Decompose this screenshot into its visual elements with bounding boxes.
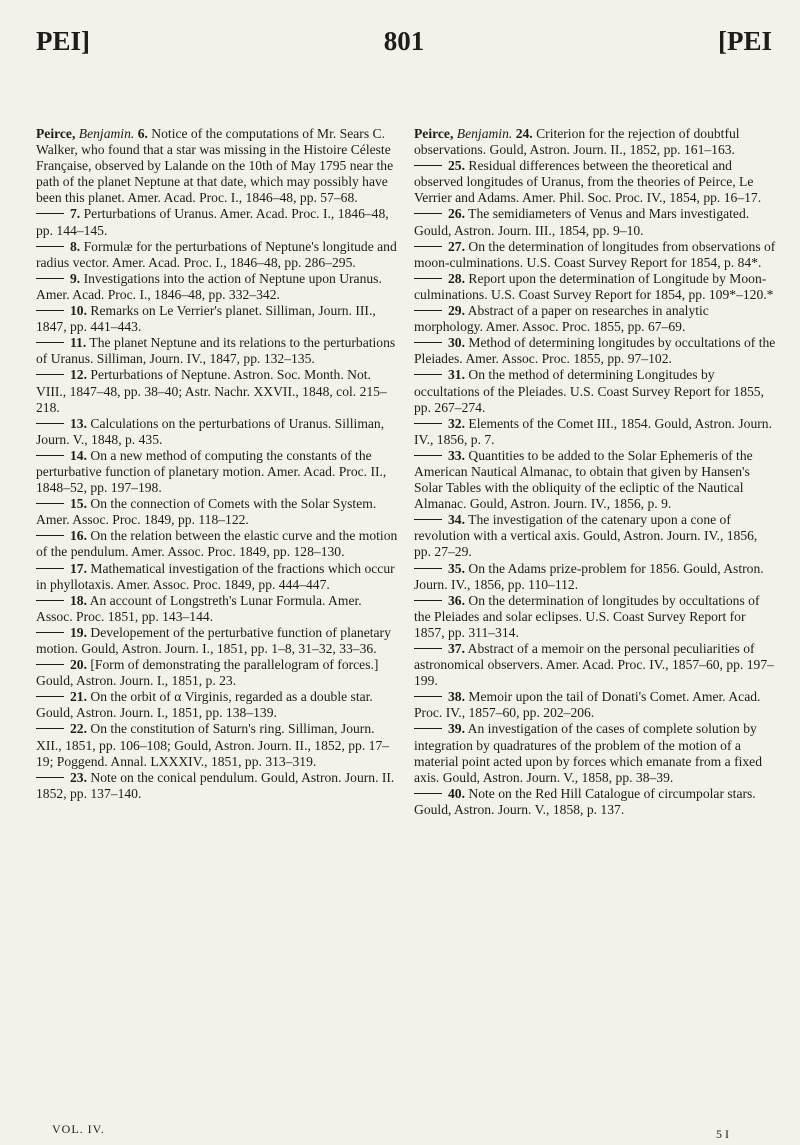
entry-text: Elements of the Comet III., 1854. Gould, Astron. Journ. IV., 1856, p. 7. (414, 415, 772, 447)
bibliography-entry (36, 126, 398, 206)
signature-mark: 5 I (716, 1127, 729, 1141)
entry-number: 7. (70, 206, 81, 222)
entry-text: An investigation of the cases of complete solution by integration by quadratures of the problem of the motion of a material point acted upon by forces which emanate from a fixed axis. Gould, Astron. Journ. V., 1858, pp. 38–39. (414, 721, 763, 785)
bibliography-entry (414, 367, 776, 415)
entry-text: On the orbit of α Virginis, regarded as a double star. Gould, Astron. Journ. I., 1851, pp. 138–139. (36, 689, 373, 721)
entry-number: 37. (448, 641, 465, 656)
bibliography-entry (414, 303, 776, 335)
ditto-dash (36, 278, 64, 279)
header-right: [PEI (718, 26, 772, 56)
bibliography-entry (36, 448, 398, 496)
entry-text: Perturbations of Neptune. Astron. Soc. Month. Not. VIII., 1847–48, pp. 38–40; Astr. Nachr. XXVII., 1848, col. 215–218. (36, 367, 387, 415)
ditto-dash (414, 568, 442, 569)
entry-number: 39. (448, 721, 465, 737)
ditto-dash (36, 503, 64, 504)
bibliography-entry (414, 721, 776, 785)
entry-text: Formulæ for the perturbations of Neptune's longitude and radius vector. Amer. Acad. Proc. I., 1846–48, pp. 286–295. (36, 238, 397, 270)
entry-number: 17. (70, 560, 87, 576)
ditto-dash (36, 632, 64, 633)
ditto-dash (36, 423, 64, 424)
entry-text: Memoir upon the tail of Donati's Comet. Amer. Acad. Proc. IV., 1857–60, pp. 202–206. (414, 689, 761, 721)
right-column (414, 126, 776, 818)
entry-number: 23. (70, 769, 87, 785)
ditto-dash (36, 535, 64, 536)
ditto-dash (36, 600, 64, 601)
entry-number: 26. (448, 206, 465, 222)
entry-text: Abstract of a memoir on the personal peculiarities of astronomical observers. Amer. Acad. Proc. IV., 1857–60, pp. 197–199. (414, 641, 774, 689)
entry-number: 13. (70, 415, 87, 431)
ditto-dash (36, 342, 64, 343)
entry-number: 33. (448, 447, 465, 463)
entry-number: 20. (70, 657, 87, 673)
entry-number: 11. (70, 335, 87, 351)
page-number: 801 (383, 26, 425, 56)
entry-text: On the Adams prize-problem for 1856. Gould, Astron. Journ. IV., 1856, pp. 110–112. (414, 560, 764, 592)
bibliography-entry (414, 786, 776, 818)
entry-number: 27. (448, 238, 465, 254)
entry-text: An account of Longstreth's Lunar Formula. Amer. Assoc. Proc. 1851, pp. 143–144. (36, 592, 362, 624)
entry-number: 25. (448, 158, 465, 174)
bibliography-entry (414, 561, 776, 593)
entry-text: Quantities to be added to the Solar Ephemeris of the American Nautical Almanac, to obtain that given by Hansen's Solar Tables with the obliquity of the ecliptic of the Nautical Almanac. Gould, Astron. Journ. IV., 1856, p. 9. (414, 447, 753, 512)
entry-text: The planet Neptune and its relations to the perturbations of Uranus. Silliman, Journ. IV., 1847, pp. 132–135. (36, 335, 396, 367)
entry-text: Remarks on Le Verrier's planet. Silliman, Journ. III., 1847, pp. 441–443. (36, 303, 376, 335)
bibliography-entry (414, 239, 776, 271)
author-given-name: Benjamin. (78, 126, 135, 141)
entry-text: Residual differences between the theoretical and observed longitudes of Uranus, from the theories of Peirce, Le Verrier and Adams. Amer. Phil. Soc. Proc. IV., 1854, pp. 16–17. (414, 158, 762, 206)
entry-text: On the method of determining Longitudes by occultations of the Pleiades. U.S. Coast Survey Report for 1855, pp. 267–274. (414, 367, 764, 415)
bibliography-entry (36, 770, 398, 802)
bibliography-entry (414, 641, 776, 689)
entry-number: 16. (70, 528, 87, 544)
entry-number: 22. (70, 721, 87, 737)
entry-text: Report upon the determination of Longitude by Moon-culminations. U.S. Coast Survey Report for 1854, pp. 109*–120.* (414, 270, 774, 302)
bibliography-entry (36, 271, 398, 303)
entry-number: 36. (448, 592, 465, 608)
ditto-dash (36, 374, 64, 375)
ditto-dash (414, 600, 442, 601)
entry-text: Abstract of a paper on researches in analytic morphology. Amer. Assoc. Proc. 1855, pp. 67–69. (414, 303, 709, 335)
entry-number: 35. (448, 560, 465, 576)
bibliography-entry (36, 206, 398, 238)
ditto-dash (36, 246, 64, 247)
entry-number: 28. (448, 270, 465, 286)
bibliography-entry (414, 512, 776, 560)
bibliography-entry (36, 528, 398, 560)
ditto-dash (414, 728, 442, 729)
entry-text: Note on the Red Hill Catalogue of circumpolar stars. Gould, Astron. Journ. V., 1858, p. 137. (414, 785, 756, 817)
entry-number: 32. (448, 415, 465, 431)
entry-text: On the constitution of Saturn's ring. Silliman, Journ. XII., 1851, pp. 106–108; Gould, Astron. Journ. II., 1852, pp. 17–19; Poggend. Annal. LXXXIV., 1851, pp. 313–319. (36, 721, 390, 769)
entry-text: On the determination of longitudes from observations of moon-culminations. U.S. Coast Survey Report for 1854, p. 84*. (414, 238, 776, 270)
author-surname: Peirce, (36, 126, 76, 141)
author-given-name: Benjamin. (456, 126, 513, 141)
entry-number: 24. (515, 126, 533, 141)
entry-text: On the connection of Comets with the Solar System. Amer. Assoc. Proc. 1849, pp. 118–122. (36, 496, 377, 528)
ditto-dash (36, 777, 64, 778)
entry-number: 10. (70, 303, 87, 319)
bibliography-entry (36, 367, 398, 415)
bibliography-entry (36, 657, 398, 689)
bibliography-entry (36, 625, 398, 657)
bibliography-entry (36, 496, 398, 528)
entry-text: Investigations into the action of Neptune upon Uranus. Amer. Acad. Proc. I., 1846–48, pp. 332–342. (36, 270, 382, 302)
ditto-dash (414, 374, 442, 375)
bibliography-entry (414, 126, 776, 158)
header-left: PEI] (36, 26, 90, 56)
entry-number: 34. (448, 512, 465, 528)
ditto-dash (36, 310, 64, 311)
entry-number: 15. (70, 496, 87, 512)
bibliography-entry (36, 689, 398, 721)
ditto-dash (414, 342, 442, 343)
entry-number: 40. (448, 785, 465, 801)
bibliography-entry (414, 689, 776, 721)
entry-text: On the determination of longitudes by occultations of the Pleiades and solar eclipses. U.S. Coast Survey Report for 1857, pp. 311–314. (414, 592, 760, 640)
ditto-dash (414, 213, 442, 214)
entry-text: Developement of the perturbative function of planetary motion. Gould, Astron. Journ. I., 1851, pp. 1–8, 31–32, 33–36. (36, 624, 391, 656)
ditto-dash (414, 310, 442, 311)
ditto-dash (414, 696, 442, 697)
left-column (36, 126, 398, 802)
entry-text: Criterion for the rejection of doubtful observations. Gould, Astron. Journ. II., 1852, pp. 161–163. (414, 126, 740, 158)
entry-number: 21. (70, 689, 87, 705)
bibliography-entry (414, 593, 776, 641)
bibliography-entry (414, 335, 776, 367)
ditto-dash (36, 728, 64, 729)
entry-text: The investigation of the catenary upon a cone of revolution with a vertical axis. Gould, Astron. Journ. IV., 1856, pp. 27–29. (414, 512, 758, 560)
running-header (36, 26, 772, 66)
entry-number: 12. (70, 367, 87, 383)
ditto-dash (414, 423, 442, 424)
entry-text: The semidiameters of Venus and Mars investigated. Gould, Astron. Journ. III., 1854, pp. 9–10. (414, 206, 750, 238)
entry-number: 8. (70, 238, 81, 254)
bibliography-entry (36, 416, 398, 448)
entry-number: 31. (448, 367, 465, 383)
bibliography-entry (414, 448, 776, 512)
ditto-dash (36, 664, 64, 665)
entry-text: Perturbations of Uranus. Amer. Acad. Proc. I., 1846–48, pp. 144–145. (36, 206, 389, 238)
entry-number: 6. (137, 126, 148, 141)
entry-number: 18. (70, 592, 87, 608)
entry-text: On the relation between the elastic curve and the motion of the pendulum. Amer. Assoc. Proc. 1849, pp. 128–130. (36, 528, 398, 560)
ditto-dash (414, 519, 442, 520)
bibliography-entry (414, 416, 776, 448)
entry-text: [Form of demonstrating the parallelogram of forces.] Gould, Astron. Journ. I., 1851, p. 23. (36, 657, 379, 689)
entry-number: 38. (448, 689, 465, 705)
bibliography-entry (414, 158, 776, 206)
ditto-dash (36, 455, 64, 456)
entry-text: Notice of the computations of Mr. Sears C. Walker, who found that a star was missing in the Histoire Céleste Française, observed by Lalande on the 10th of May 1795 near the path of the planet Neptune at that date, which may possibly have been this planet. Amer. Acad. Proc. I., 1846–48, pp. 57–68. (36, 126, 394, 206)
entry-text: On a new method of computing the constants of the perturbative function of planetary motion. Amer. Acad. Proc. II., 1848–52, pp. 197–198. (36, 447, 387, 496)
ditto-dash (414, 246, 442, 247)
bibliography-entry (36, 335, 398, 367)
ditto-dash (414, 793, 442, 794)
bibliography-entry (36, 239, 398, 271)
ditto-dash (36, 213, 64, 214)
bibliography-entry (36, 303, 398, 335)
entry-text: Note on the conical pendulum. Gould, Astron. Journ. II. 1852, pp. 137–140. (36, 769, 395, 801)
ditto-dash (414, 165, 442, 166)
entry-text: Method of determining longitudes by occultations of the Pleiades. Amer. Assoc. Proc. 1855, pp. 97–102. (414, 335, 776, 367)
bibliography-entry (414, 206, 776, 238)
ditto-dash (414, 648, 442, 649)
entry-number: 14. (70, 447, 87, 463)
ditto-dash (36, 568, 64, 569)
ditto-dash (414, 278, 442, 279)
entry-number: 29. (448, 303, 465, 319)
bibliography-entry (414, 271, 776, 303)
entry-text: Calculations on the perturbations of Uranus. Silliman, Journ. V., 1848, p. 435. (36, 415, 385, 447)
bibliography-entry (36, 561, 398, 593)
volume-label: VOL. IV. (52, 1122, 105, 1136)
bibliography-entry (36, 593, 398, 625)
entry-number: 19. (70, 624, 87, 640)
author-surname: Peirce, (414, 126, 454, 141)
ditto-dash (414, 455, 442, 456)
entry-number: 30. (448, 335, 465, 351)
entry-text: Mathematical investigation of the fractions which occur in phyllotaxis. Amer. Assoc. Proc. 1849, pp. 444–447. (36, 560, 395, 592)
entry-number: 9. (70, 270, 81, 286)
bibliography-entry (36, 721, 398, 769)
ditto-dash (36, 696, 64, 697)
